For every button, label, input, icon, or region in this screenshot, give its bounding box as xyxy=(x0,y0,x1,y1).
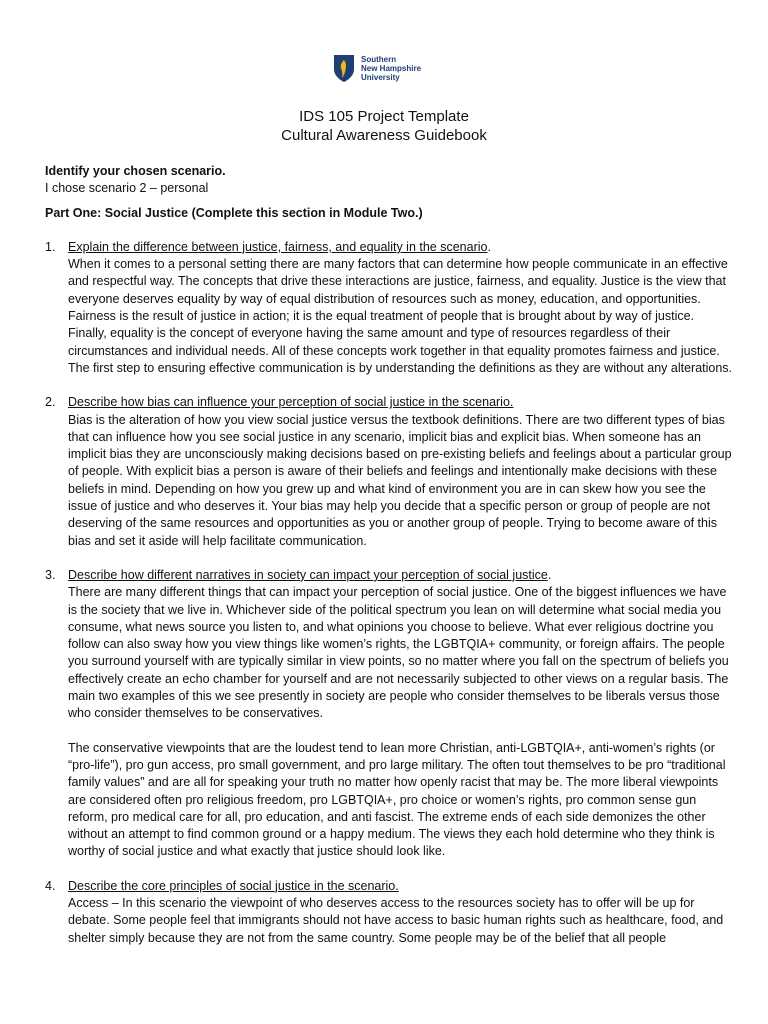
question-prompt-suffix: . xyxy=(547,567,552,582)
logo-line: New Hampshire xyxy=(361,64,422,73)
logo-wordmark xyxy=(361,55,421,82)
answer-paragraph: Bias is the alteration of how you view social justice versus the textbook definitions. There are two different types of bias that can influence how you see social justice in any scenario, implicit bias and explicit bias. When someone has an implicit bias they are unconsciously making decisions based on pre-existing beliefs and feelings about a particular group of people. With explicit bias a person is aware of their beliefs and feelings and intentionally make decisions with these beliefs in mind. Depending on how you grew up and what kind of environment you are in can skew how you see the issue of justice and who deserves it. Your bias may help you decide that a specific person or group of people are not deserving of the same resources and opportunities as you or another group of people. Trying to become aware of this bias and set it aside will help facilitate communication. xyxy=(68,412,732,548)
part-one-heading: Part One: Social Justice (Complete this section in Module Two.) xyxy=(45,205,423,220)
question-item xyxy=(45,394,735,550)
title-block xyxy=(0,107,768,145)
snhu-logo xyxy=(333,54,421,83)
scenario-answer: I chose scenario 2 – personal xyxy=(45,181,209,196)
question-number: 2. xyxy=(45,395,56,410)
question-prompt xyxy=(68,239,735,256)
question-prompt-suffix: . xyxy=(487,239,491,254)
logo-line: University xyxy=(361,73,400,82)
document-subtitle: Cultural Awareness Guidebook xyxy=(281,127,487,144)
question-number: 1. xyxy=(45,239,56,254)
document-body xyxy=(45,163,735,947)
document-title: IDS 105 Project Template xyxy=(299,108,469,125)
university-shield-icon xyxy=(333,54,355,83)
question-number: 3. xyxy=(45,567,56,582)
logo-line: Southern xyxy=(361,55,397,64)
question-number: 4. xyxy=(45,878,56,893)
question-prompt-text: Describe how different narratives in society can impact your perception of social justice xyxy=(68,567,548,582)
question-prompt xyxy=(68,394,735,411)
question-prompt-text: Explain the difference between justice, fairness, and equality in the scenario xyxy=(68,239,488,254)
answer-paragraph: There are many different things that can impact your perception of social justice. One of the biggest influences we have is the society that we live in. Whichever side of the political spectrum you lean on will determine what social media you consume, what news source you listen to, and what opinions you choose to believe. What ever religious doctrine you follow can also sway how you view things like women’s rights, the LGBTQIA+ community, or foreign affairs. The people you surround yourself with are typically similar in view points, so no matter where you fall on the spectrum of beliefs you effectively create an echo chamber for yourself and are not necessarily subjected to other views on a regular basis. The main two examples of this we see presently in society are people who consider themselves to be liberals versus those who consider themselves to be conservatives. xyxy=(68,585,729,721)
answer-paragraph: When it comes to a personal setting there are many factors that can determine how people communicate in an effective and respectful way. The concepts that drive these interactions are justice, fairness, and equality. Justice is the view that everyone deserves equality by way of equal distribution of resources such as money, education, and opportunities. Fairness is the result of justice in action; it is the equal treatment of people that is brought about by way of justice. Finally, equality is the concept of everyone having the same amount and type of resources regardless of their circumstances and individual needs. All of these concepts work together in that equality promotes fairness and justice. The first step to ensuring effective communication is by understanding the definitions as they are without any alterations. xyxy=(68,257,733,375)
question-item xyxy=(45,878,735,947)
question-prompt xyxy=(68,878,735,895)
answer-paragraph: The conservative viewpoints that are the loudest tend to lean more Christian, anti-LGBTQIA+, anti-women’s rights (or “pro-life”), pro gun access, pro small government, and pro large military. The often tout themselves to be pro “traditional family values” and are all for speaking your truth no matter how openly racist that may be. The more liberal viewpoints are considered often pro religious freedom, pro LGBTQIA+, pro choice or women’s rights, pro common sense gun reform, pro medical care for all, pro education, and anti fascist. The extreme ends of each side demonizes the other without an attempt to find common ground or a happy medium. The views they each hold determine who they think is worthy of social justice and what exactly that justice should look like. xyxy=(68,740,726,859)
scenario-heading: Identify your chosen scenario. xyxy=(45,164,226,178)
answer-paragraph: Access – In this scenario the viewpoint of who deserves access to the resources society has to offer will be up for debate. Some people feel that immigrants should not have access to basic human rights such as healthcare, food, and shelter simply because they are not from the same country. Some people may be of the belief that all people xyxy=(68,895,724,945)
question-prompt-text: Describe how bias can influence your perception of social justice in the scenario. xyxy=(68,395,514,410)
question-item xyxy=(45,567,735,861)
question-prompt-text: Describe the core principles of social justice in the scenario. xyxy=(68,878,399,893)
question-prompt xyxy=(68,567,735,584)
question-item xyxy=(45,239,735,377)
